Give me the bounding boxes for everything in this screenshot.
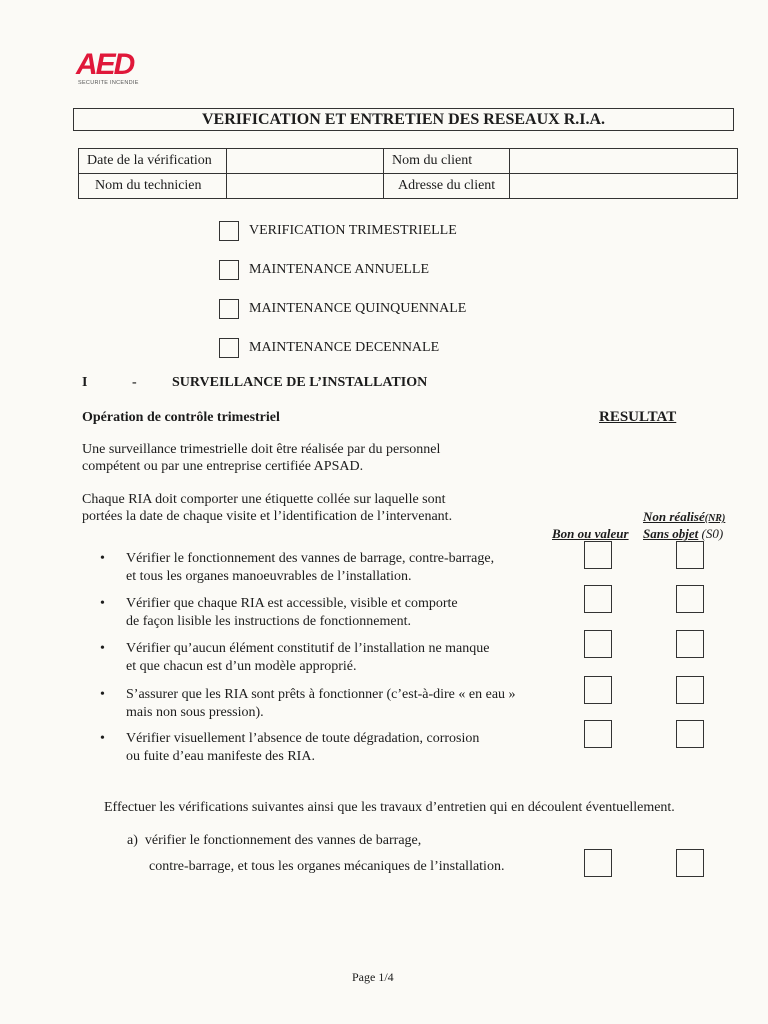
document-title: VERIFICATION ET ENTRETIEN DES RESEAUX R.I.A. bbox=[73, 108, 734, 131]
bullet-text bbox=[126, 640, 490, 676]
checkbox-quinquennale[interactable] bbox=[219, 298, 466, 320]
result-checkbox-nr-5[interactable] bbox=[676, 720, 704, 748]
bullet-dot: • bbox=[100, 687, 105, 702]
paragraph-line: portées la date de chaque visite et l’identification de l’intervenant. bbox=[82, 509, 453, 524]
result-checkbox-bon-1[interactable] bbox=[584, 541, 612, 569]
item-a-line2: contre-barrage, et tous les organes mécaniques de l’installation. bbox=[149, 859, 505, 874]
bullet-line: Vérifier que chaque RIA est accessible, visible et comporte bbox=[126, 596, 458, 611]
bullet-line: Vérifier visuellement l’absence de toute dégradation, corrosion bbox=[126, 731, 480, 746]
result-checkbox-bon-a[interactable] bbox=[584, 849, 612, 877]
result-checkbox-bon-2[interactable] bbox=[584, 585, 612, 613]
client-field[interactable] bbox=[510, 149, 738, 174]
checkbox-label: VERIFICATION TRIMESTRIELLE bbox=[249, 223, 457, 238]
bullet-dot: • bbox=[100, 641, 105, 656]
bullet-dot: • bbox=[100, 596, 105, 611]
technician-field[interactable] bbox=[227, 174, 384, 199]
paragraph-effectuer: Effectuer les vérifications suivantes ainsi que les travaux d’entretien qui en découlent éventuellement. bbox=[104, 800, 675, 815]
checkbox-label: MAINTENANCE DECENNALE bbox=[249, 340, 440, 355]
column-sans-objet-label: Sans objet bbox=[643, 526, 699, 541]
section-dash: - bbox=[132, 375, 137, 390]
bullet-text bbox=[126, 686, 516, 722]
company-logo bbox=[76, 50, 156, 90]
checkbox-box[interactable] bbox=[219, 338, 239, 358]
checkbox-box[interactable] bbox=[219, 260, 239, 280]
address-field[interactable] bbox=[510, 174, 738, 199]
info-table bbox=[78, 148, 738, 199]
bullet-line: et que chacun est d’un modèle approprié. bbox=[126, 659, 357, 674]
column-non-realise bbox=[643, 509, 725, 525]
section-number: I bbox=[82, 375, 88, 390]
bullet-vannes bbox=[100, 550, 540, 586]
item-a-prefix: a) bbox=[127, 833, 138, 848]
result-checkbox-bon-4[interactable] bbox=[584, 676, 612, 704]
bullet-line: de façon lisible les instructions de fonctionnement. bbox=[126, 614, 411, 629]
bullet-accessible bbox=[100, 595, 540, 631]
logo-text: AED bbox=[76, 48, 134, 81]
result-checkbox-nr-2[interactable] bbox=[676, 585, 704, 613]
column-sans-objet bbox=[643, 526, 723, 542]
bullet-dot: • bbox=[100, 551, 105, 566]
checkbox-label: MAINTENANCE QUINQUENNALE bbox=[249, 301, 467, 316]
bullet-prets bbox=[100, 686, 540, 722]
result-checkbox-nr-1[interactable] bbox=[676, 541, 704, 569]
bullet-text bbox=[126, 595, 458, 631]
page-number: Page 1/4 bbox=[352, 970, 394, 984]
operation-title: Opération de contrôle trimestriel bbox=[82, 410, 280, 425]
item-a-text: vérifier le fonctionnement des vannes de barrage, bbox=[144, 833, 422, 848]
bullet-text bbox=[126, 550, 494, 586]
column-bon-ou-valeur: Bon ou valeur bbox=[552, 526, 629, 541]
section-heading bbox=[82, 375, 427, 391]
result-checkbox-nr-a[interactable] bbox=[676, 849, 704, 877]
logo-subtitle: SECURITE INCENDIE bbox=[78, 80, 139, 86]
technician-label: Nom du technicien bbox=[79, 174, 227, 199]
client-label: Nom du client bbox=[384, 149, 510, 174]
checkbox-annuelle[interactable] bbox=[219, 259, 429, 281]
date-field[interactable] bbox=[227, 149, 384, 174]
section-title: SURVEILLANCE DE L’INSTALLATION bbox=[172, 375, 428, 390]
checkbox-label: MAINTENANCE ANNUELLE bbox=[249, 262, 430, 277]
resultat-heading: RESULTAT bbox=[599, 409, 677, 425]
bullet-line: Vérifier qu’aucun élément constitutif de l’installation ne manque bbox=[126, 641, 490, 656]
bullet-element bbox=[100, 640, 540, 676]
paragraph-surveillance bbox=[82, 441, 552, 475]
bullet-text bbox=[126, 730, 479, 766]
bullet-line: S’assurer que les RIA sont prêts à fonctionner (c’est-à-dire « en eau » bbox=[126, 687, 516, 702]
paragraph-line: Une surveillance trimestrielle doit être réalisée par du personnel bbox=[82, 442, 441, 457]
checkbox-box[interactable] bbox=[219, 299, 239, 319]
paragraph-etiquette bbox=[82, 491, 552, 525]
column-non-realise-label: Non réalisé bbox=[643, 509, 705, 524]
item-a-line1 bbox=[127, 833, 421, 849]
bullet-line: mais non sous pression). bbox=[126, 705, 264, 720]
result-checkbox-nr-3[interactable] bbox=[676, 630, 704, 658]
checkbox-box[interactable] bbox=[219, 221, 239, 241]
result-checkbox-nr-4[interactable] bbox=[676, 676, 704, 704]
bullet-line: et tous les organes manoeuvrables de l’installation. bbox=[126, 569, 412, 584]
column-so-code: (S0) bbox=[701, 526, 724, 541]
checkbox-decennale[interactable] bbox=[219, 337, 439, 359]
bullet-line: Vérifier le fonctionnement des vannes de barrage, contre-barrage, bbox=[126, 551, 495, 566]
column-nr-code: (NR) bbox=[704, 513, 726, 524]
result-checkbox-bon-3[interactable] bbox=[584, 630, 612, 658]
paragraph-line: Chaque RIA doit comporter une étiquette collée sur laquelle sont bbox=[82, 492, 446, 507]
result-checkbox-bon-5[interactable] bbox=[584, 720, 612, 748]
checkbox-trimestrielle[interactable] bbox=[219, 220, 457, 242]
bullet-line: ou fuite d’eau manifeste des RIA. bbox=[126, 749, 315, 764]
address-label: Adresse du client bbox=[384, 174, 510, 199]
bullet-degradation bbox=[100, 730, 540, 766]
bullet-dot: • bbox=[100, 731, 105, 746]
date-label: Date de la vérification bbox=[79, 149, 227, 174]
paragraph-line: compétent ou par une entreprise certifiée APSAD. bbox=[82, 459, 364, 474]
